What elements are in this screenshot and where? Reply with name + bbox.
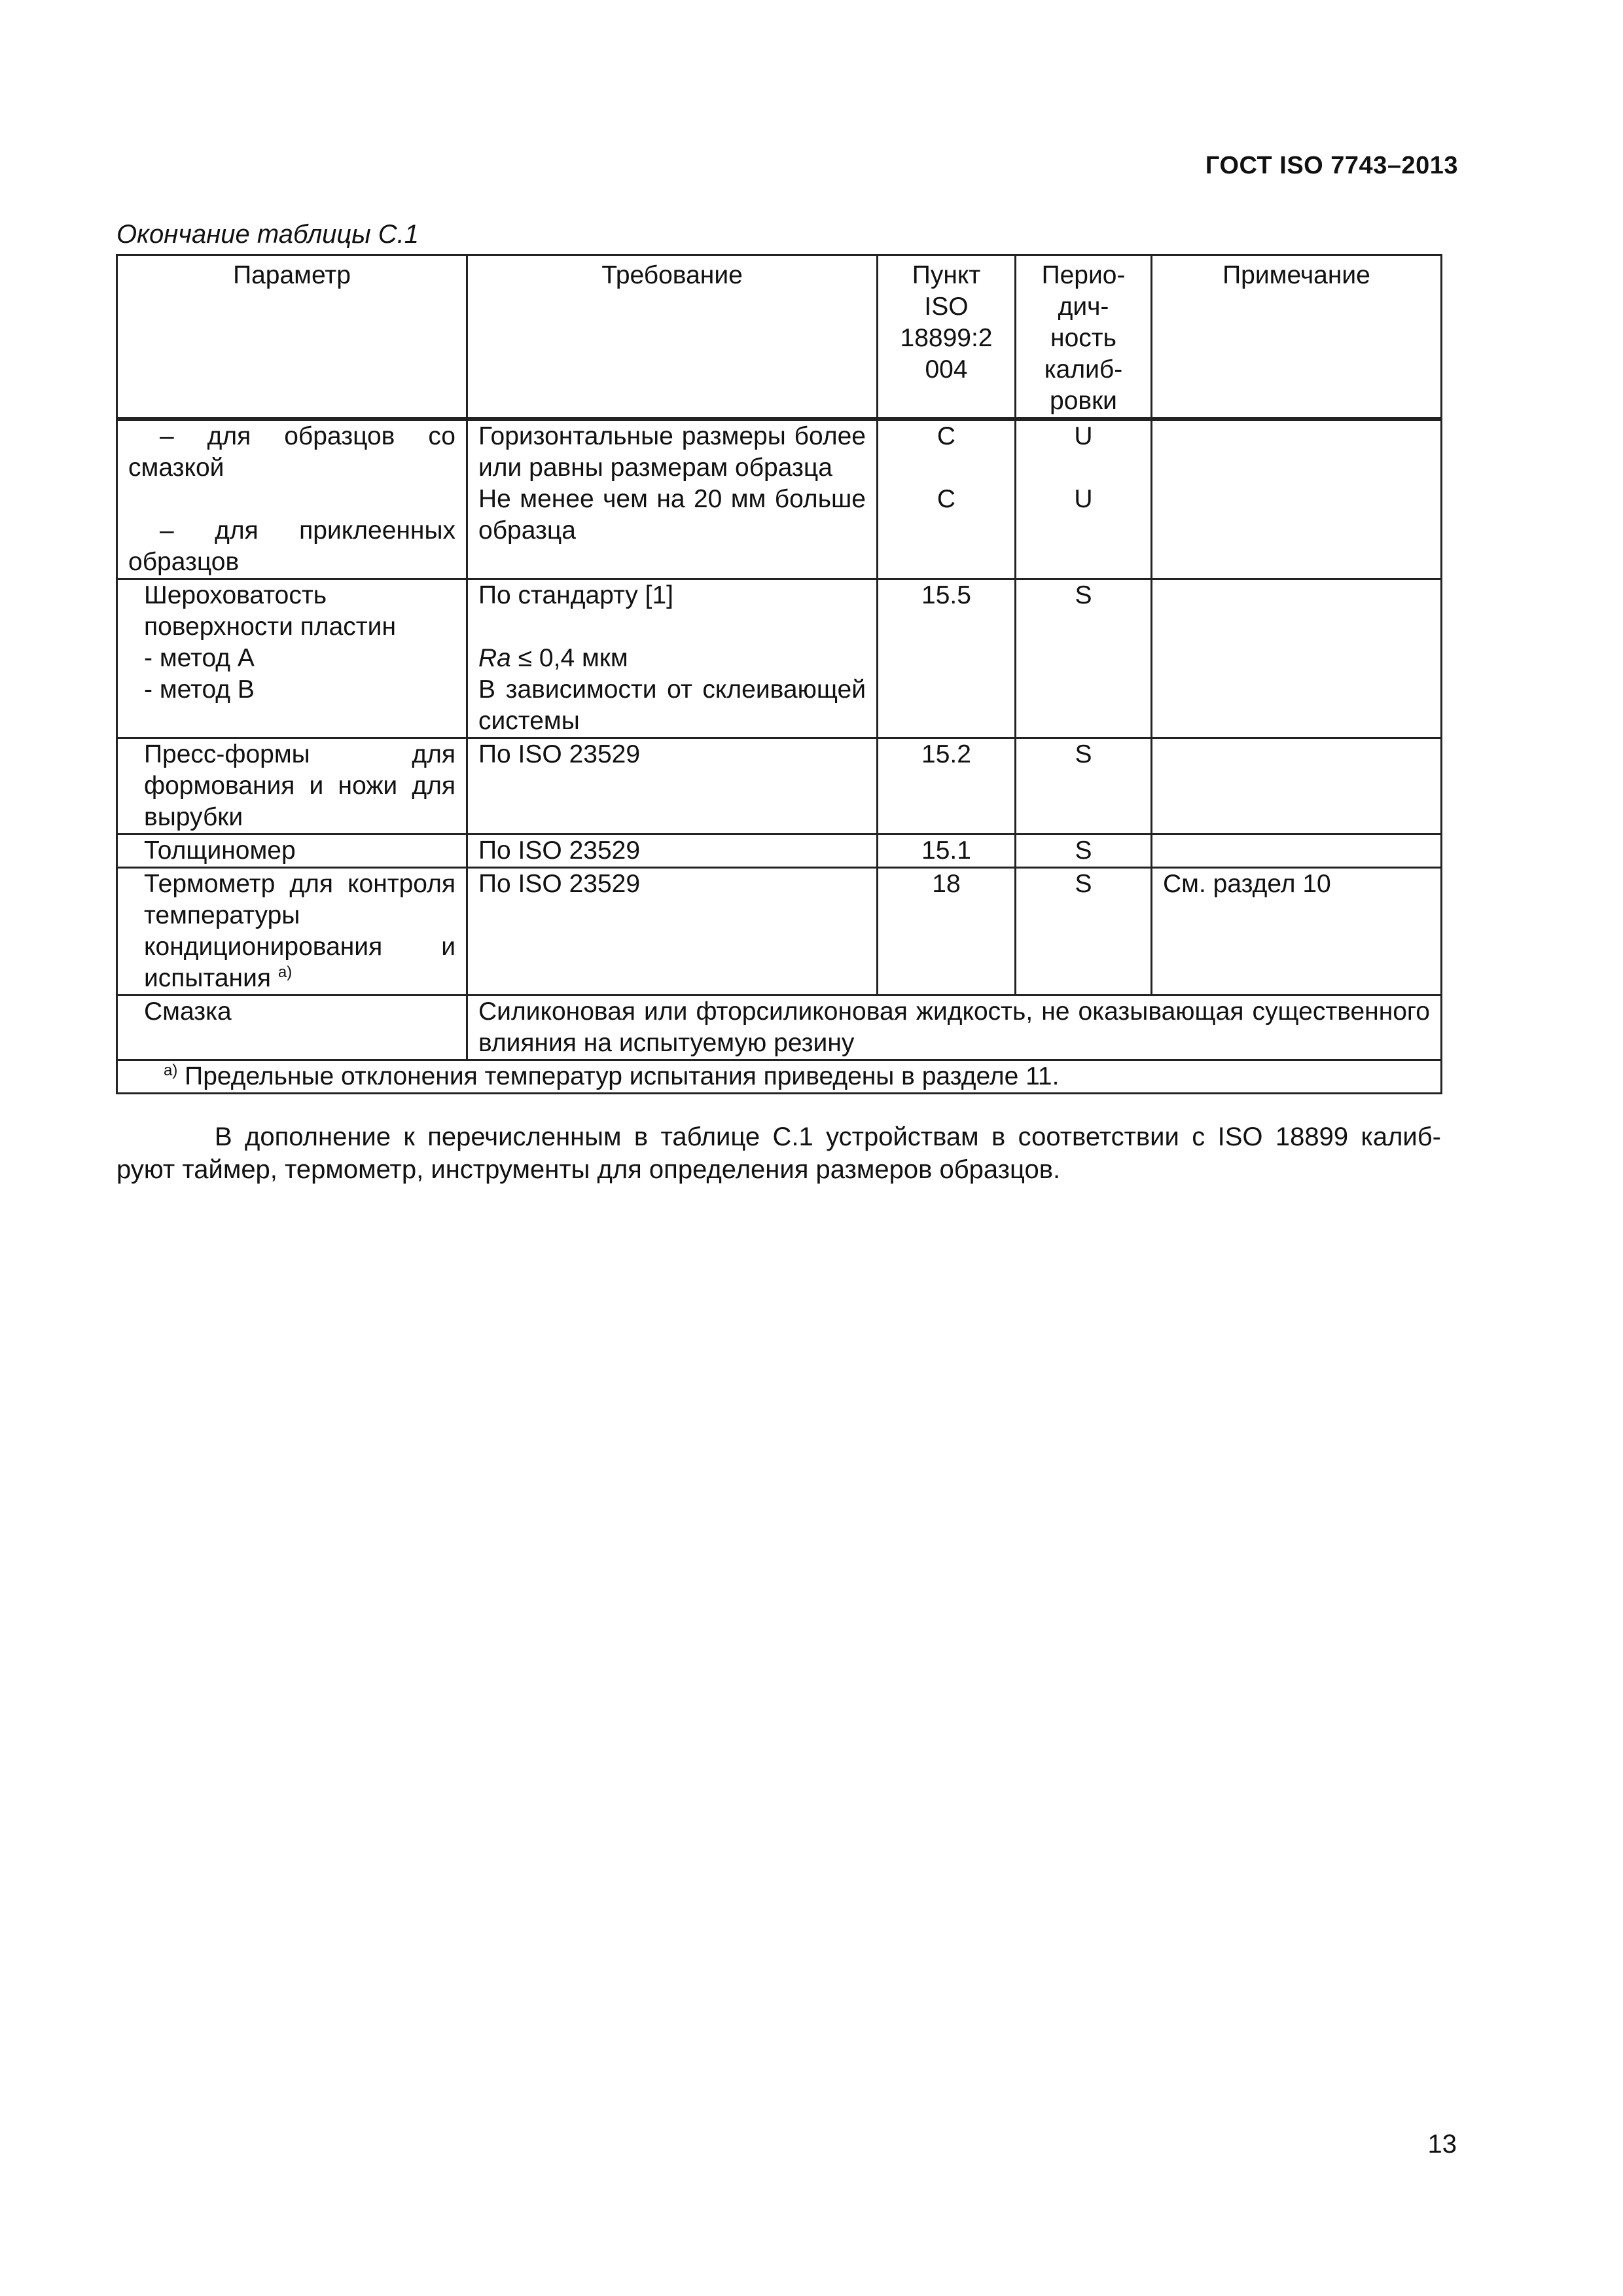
- cell-clause: 15.5: [878, 579, 1016, 738]
- cell-requirement: Горизонтальные размеры более или равны размерам образца Не менее чем на 20 мм больше образца: [467, 420, 878, 579]
- table-row: [117, 738, 1442, 834]
- cell-requirement: По стандарту [1] Ra ≤ 0,4 мкм В зависимости от склеивающей системы: [467, 579, 878, 738]
- cell-note: [1152, 834, 1442, 868]
- table-row: [117, 579, 1442, 738]
- cell-note: [1152, 738, 1442, 834]
- table-footnote: [117, 1060, 1442, 1094]
- cell-requirement: По ISO 23529: [467, 834, 878, 868]
- column-header-parameter: Параметр: [117, 255, 467, 418]
- cell-parameter: Пресс-формы для формования и ножи для вырубки: [117, 738, 467, 834]
- cell-note: См. раздел 10: [1152, 868, 1442, 996]
- cell-requirement: По ISO 23529: [467, 868, 878, 996]
- table-header-row: [117, 255, 1442, 418]
- column-header-periodicity: Перио- дич- ность калиб- ровки: [1016, 255, 1152, 418]
- cell-requirement: Силиконовая или фторсиликоновая жидкость, не оказывающая существенного влияния на испытуемую резину: [467, 996, 1442, 1060]
- cell-clause: 15.2: [878, 738, 1016, 834]
- footnote-text: Предельные отклонения температур испытания приведены в разделе 11.: [177, 1062, 1060, 1090]
- table-row: [117, 996, 1442, 1060]
- body-paragraph: В дополнение к перечисленным в таблице С.1 устройствам в соответствии с ISO 18899 калиб- руют таймер, термометр, инструменты для определения размеров образцов.: [116, 1122, 1441, 1184]
- cell-note: [1152, 420, 1442, 579]
- cell-parameter: Шероховатость поверхности пластин - метод А - метод В: [117, 579, 467, 738]
- page-number: 13: [1427, 2130, 1457, 2159]
- cell-parameter: – для образцов со смазкой – для приклеенных образцов: [117, 420, 467, 579]
- cell-clause: C C: [878, 420, 1016, 579]
- cell-periodicity: S: [1016, 868, 1152, 996]
- table-row: [117, 834, 1442, 868]
- table-footnote-row: [117, 1060, 1442, 1094]
- footnote-mark: а): [164, 1062, 178, 1079]
- cell-periodicity: S: [1016, 579, 1152, 738]
- footnote-reference: а): [277, 963, 293, 981]
- cell-periodicity: S: [1016, 738, 1152, 834]
- document-code: ГОСТ ISO 7743–2013: [1205, 152, 1458, 179]
- cell-note: [1152, 579, 1442, 738]
- column-header-requirement: Требование: [467, 255, 878, 418]
- cell-clause: 18: [878, 868, 1016, 996]
- cell-requirement: По ISO 23529: [467, 738, 878, 834]
- column-header-clause: Пункт ISO 18899:2 004: [878, 255, 1016, 418]
- cell-clause: 15.1: [878, 834, 1016, 868]
- table-caption: Окончание таблицы С.1: [116, 220, 419, 249]
- cell-parameter: Смазка: [117, 996, 467, 1060]
- cell-periodicity: U U: [1016, 420, 1152, 579]
- table-row: [117, 420, 1442, 579]
- cell-parameter: Толщиномер: [117, 834, 467, 868]
- table-row: [117, 868, 1442, 996]
- cell-periodicity: S: [1016, 834, 1152, 868]
- column-header-note: Примечание: [1152, 255, 1442, 418]
- cell-parameter: Термометр для контроля температуры кондиционирования и испытания $^{а)}$: [117, 868, 467, 996]
- calibration-table: [116, 254, 1442, 1094]
